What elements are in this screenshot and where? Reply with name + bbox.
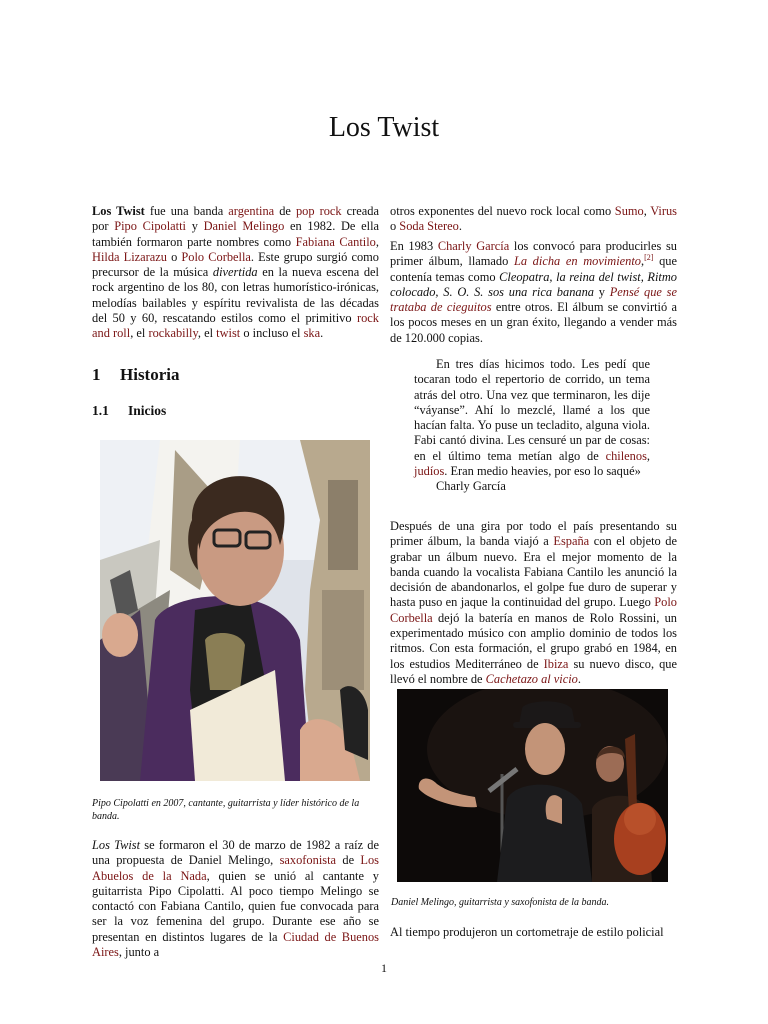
text: Después de una gira por todo el país presentando su primer álbum, la banda viajó a: [390, 519, 677, 549]
text: o incluso el: [240, 326, 304, 341]
text: ,: [643, 204, 651, 218]
link-los-abuelos-de-la-nada[interactable]: Los Abuelos de la Nada: [92, 853, 380, 883]
link-twist[interactable]: twist: [216, 326, 241, 341]
text: o: [166, 249, 182, 264]
section-title: Historia: [120, 365, 180, 384]
text: .: [458, 219, 462, 234]
photo-pipo-cipolatti: [100, 440, 370, 781]
link-argentina[interactable]: argentina: [228, 204, 275, 218]
link-charly-garcia[interactable]: Charly García: [437, 239, 510, 253]
intro-paragraph: [92, 204, 379, 342]
subsection-title: Inicios: [128, 403, 167, 418]
italic-text: divertida: [212, 265, 258, 280]
text: , el: [130, 326, 149, 341]
citation-2[interactable]: [2]: [644, 253, 654, 263]
link-judios[interactable]: judíos: [414, 464, 445, 479]
text: Al tiempo produjeron un cortometraje de estilo policial: [390, 925, 664, 939]
italic-text: Cleopatra, la reina del twist, Ritmo colocado, S. O. S. sos una rica banana: [390, 269, 677, 299]
link-pop-rock[interactable]: pop rock: [295, 204, 342, 218]
text: ,: [375, 234, 379, 249]
text: su nuevo disco, que llevó el nombre de: [390, 656, 677, 686]
link-rock-and-roll[interactable]: rock and roll: [92, 311, 379, 341]
text: . Este grupo surgió como precursor de la música: [92, 249, 379, 280]
text: ,: [646, 448, 650, 463]
text: .: [577, 671, 581, 686]
link-espana[interactable]: España: [553, 534, 590, 549]
link-hilda-lizarazu[interactable]: Hilda Lizarazu: [92, 249, 167, 264]
text: fue una banda: [144, 204, 229, 218]
text: en la nueva escena del rock argentino de los 80, con letras humorístico-irónicas, melodías bailables y espíritu revivalista de las décadas del 50 y 60, rescatando estilos como el primitivo: [92, 265, 379, 326]
text: otros exponentes del nuevo rock local como: [390, 204, 615, 218]
link-pipo-cipolatti[interactable]: Pipo Cipolatti: [114, 219, 187, 234]
text: entre otros. El álbum se convirtió a los pocos meses en un gran éxito, llegando a vender más de 120.000 copias.: [390, 300, 677, 345]
link-polo-corbella[interactable]: Polo Corbella: [181, 249, 251, 264]
page-number: 1: [381, 961, 387, 975]
link-cachetazo-al-vicio[interactable]: Cachetazo al vicio: [485, 671, 578, 686]
link-ciudad-de-buenos-aires[interactable]: Ciudad de Buenos Aires: [92, 929, 379, 960]
link-ibiza[interactable]: Ibiza: [543, 656, 569, 671]
photo-pipo-cipolatti-image: [100, 440, 370, 781]
link-soda-stereo[interactable]: Soda Stereo: [399, 219, 459, 234]
link-fabiana-cantilo[interactable]: Fabiana Cantilo: [295, 234, 376, 249]
link-virus[interactable]: Virus: [650, 204, 677, 218]
photo1-caption: Pipo Cipolatti en 2007, cantante, guitarrista y líder histórico de la banda.: [92, 798, 360, 822]
paragraph-gira-espana: [390, 519, 677, 687]
link-pense-que-se-trataba-de-cieguitos[interactable]: Pensé que se trataba de cieguitos: [390, 284, 677, 315]
text: con el objeto de grabar un álbum nuevo. Era el mejor momento de la banda cuando la vocalista Fabiana Cantilo les anunció la decisión de abandonarlos, el golpe fue duro de superar y hasta puso en jaque la continuidad del grupo. Luego: [390, 534, 677, 610]
link-ska[interactable]: ska: [303, 326, 321, 341]
photo-daniel-melingo-image: [397, 689, 668, 882]
text: , junto a: [118, 945, 160, 960]
section-heading-historia: [92, 365, 180, 385]
link-daniel-melingo[interactable]: Daniel Melingo: [203, 219, 285, 234]
text: de: [336, 853, 361, 868]
text: . Eran medio heavies, por eso lo saqué»: [444, 464, 641, 479]
section-number: 1: [92, 365, 101, 384]
text: .: [320, 326, 324, 341]
link-polo-corbella-2[interactable]: Polo Corbella: [390, 595, 677, 625]
text: En 1983: [390, 239, 438, 253]
text: creada por: [92, 204, 379, 234]
link-chilenos[interactable]: chilenos: [605, 448, 647, 463]
text: que contenía temas como: [390, 254, 677, 284]
text: de: [274, 204, 296, 218]
italic-text: Los Twist: [92, 838, 141, 852]
text: o: [390, 219, 400, 234]
blockquote: [414, 357, 650, 495]
intro-bold-title: Los Twist: [92, 204, 145, 218]
text: , el: [197, 326, 217, 341]
subsection-heading-inicios: [92, 403, 166, 419]
quote-author: Charly García: [436, 479, 506, 494]
link-rockabilly[interactable]: rockabilly: [148, 326, 198, 341]
paragraph-otros-exponentes: [390, 204, 677, 235]
text: se formaron el 30 de marzo de 1982 a raíz de una propuesta de Daniel Melingo,: [92, 838, 379, 868]
photo-daniel-melingo: [397, 689, 668, 882]
text: los convocó para producirles su primer álbum, llamado: [390, 239, 677, 269]
text: y: [186, 219, 204, 234]
paragraph-formacion: [92, 838, 379, 960]
text: dejó la batería en manos de Rolo Rossini, un experimentado músico con amplio dominio de todos los ritmos. Con esta formación, el grupo grabó en 1984, en los estudios Mediterráneo de: [390, 610, 677, 671]
link-la-dicha-en-movimiento[interactable]: La dicha en movimiento: [513, 254, 642, 269]
page-title: Los Twist: [328, 112, 440, 143]
link-saxofonista[interactable]: saxofonista: [279, 853, 337, 868]
text: , quien se unió al cantante y guitarrista Pipo Cipolatti. Al poco tiempo Melingo se contactó con Fabiana Cantilo, quien fue convocada para ser la voz femenina del grupo. Durante ese año se presentan en distintos lugares de la: [92, 868, 379, 944]
link-sumo[interactable]: Sumo: [614, 204, 644, 218]
subsection-number: 1.1: [92, 403, 109, 418]
photo2-caption: Daniel Melingo, guitarrista y saxofonista de la banda.: [391, 897, 610, 908]
text: ,: [641, 254, 645, 269]
paragraph-cortometraje: [390, 925, 677, 940]
paragraph-charly-garcia: [390, 239, 677, 346]
text: y: [593, 284, 610, 299]
text: En tres días hicimos todo. Les pedí que tocaran todo el repertorio de corrido, un tema atrás del otro. Una vez que terminaron, les dije “váyanse”. Ahí lo mezclé, llamé a los que hacían falta. Yo puse un tecladito, alguna viola. Fabi cantó divina. Les censuré un par de cosas: en el último tema metían algo de: [414, 357, 650, 463]
text: en 1982. De ella también formaron parte nombres como: [92, 219, 380, 249]
